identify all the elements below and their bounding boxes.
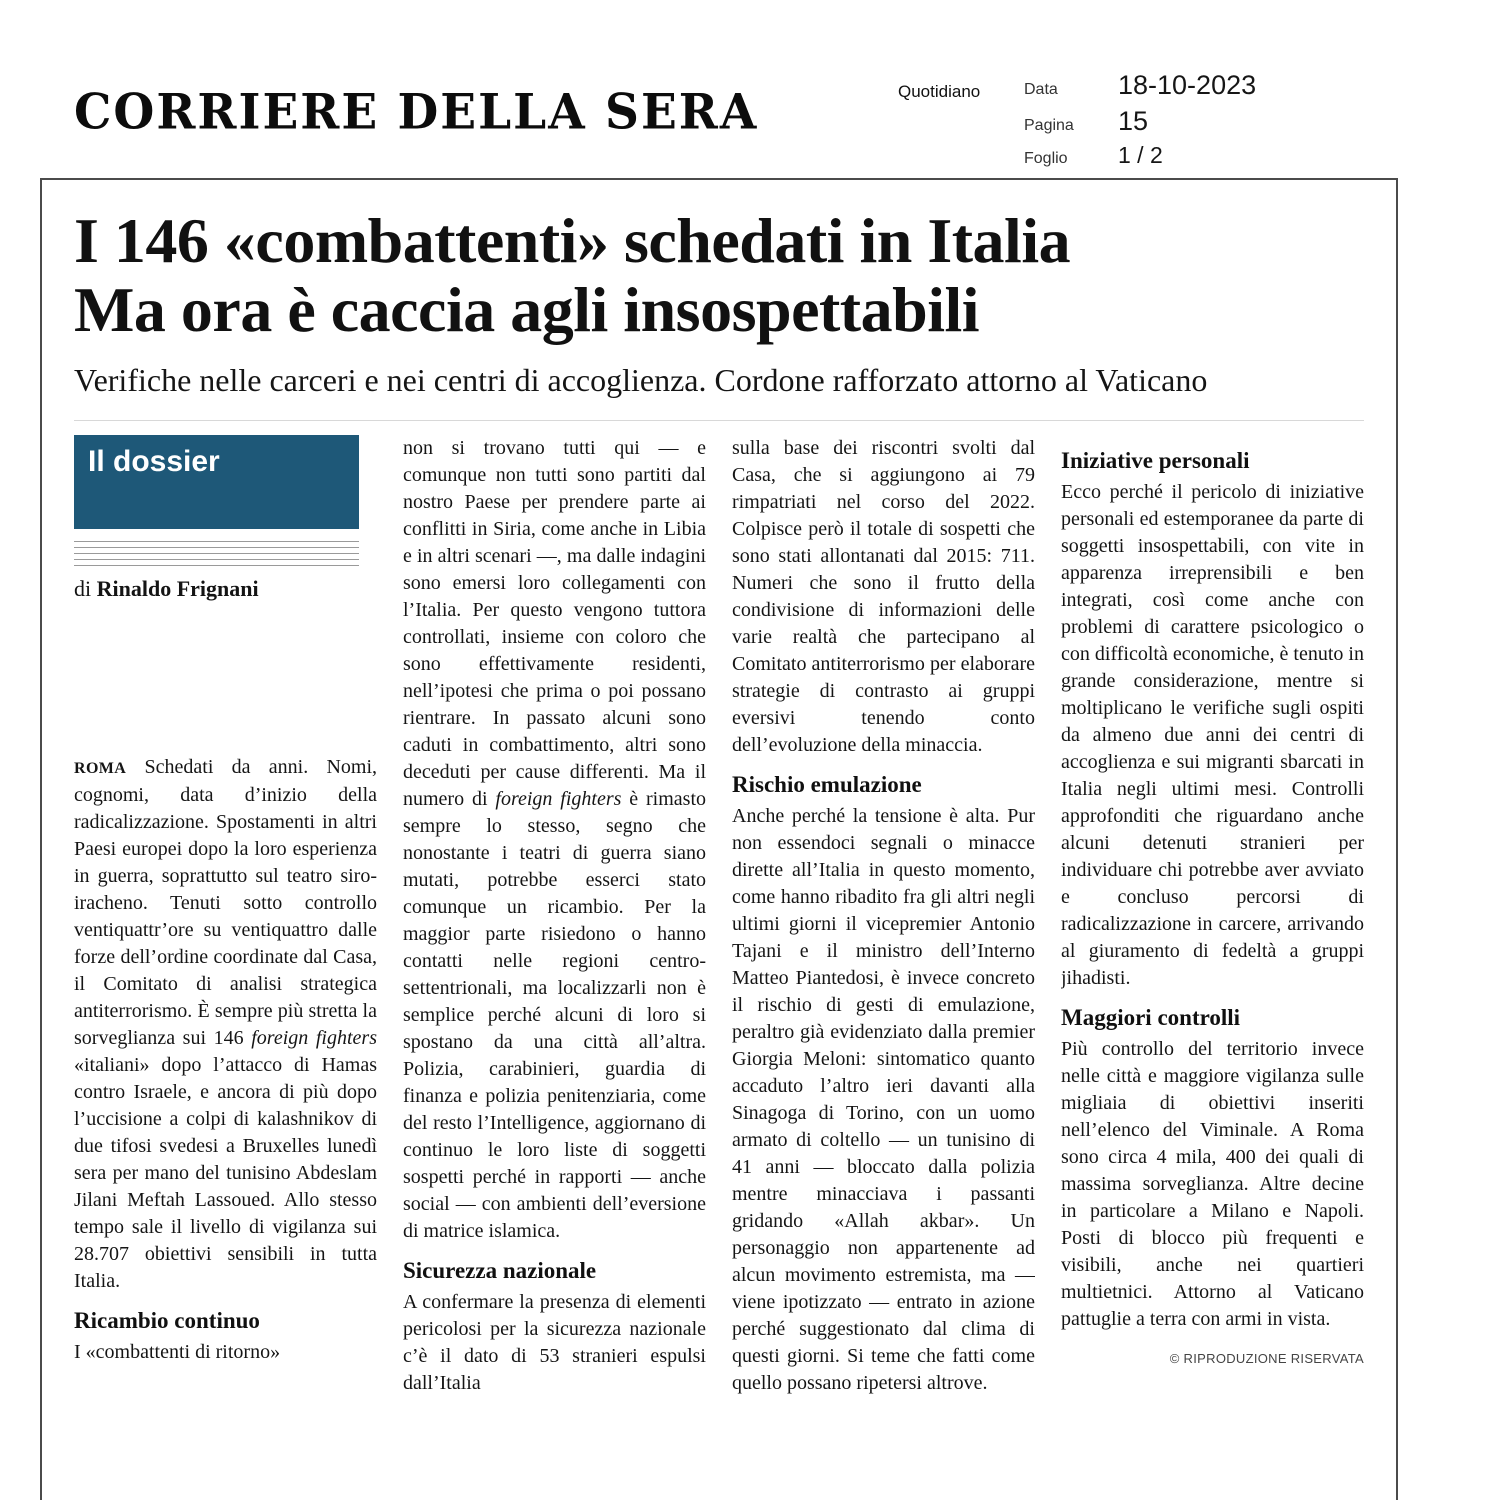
paragraph: Più controllo del territorio invece nelle città e maggiore vigilanza sulle migliaia di obiettivi inseriti nell’elenco del Viminale. A Roma sono circa 4 mila, 400 dei quali di massima sorveglianza. Altre decine in particolare a Milano e Napoli. Posti di blocco più frequenti e visibili, anche nei quartieri multietnici. Attorno al Vaticano pattuglie a terra con armi in vista. — [1061, 1038, 1364, 1331]
column-3-text — [732, 435, 1035, 1397]
paragraph: non si trovano tutti qui — e comunque non tutti sono partiti dal nostro Paese per prendere parte ai conflitti in Siria, come anche in Libia e in altri scenari —, ma dalle indagini sono emersi loro collegamenti con l’Italia. Per questo vengono tuttora controllati, insieme con coloro che sono effettivamente residenti, nell’ipotesi che prima o poi possano rientrare. In passato alcuni sono caduti in combattimento, altri sono deceduti per cause differenti. Ma il numero di foreign fighters è rimasto sempre lo stesso, segno che nonostante i teatri di guerra siano mutati, potrebbe esserci stato comunque un ricambio. Per la maggior parte risiedono o hanno contatti nelle regioni centro-settentrionali, ma localizzarli non è semplice perché alcuni di loro si spostano da una città all’altra. Polizia, carabinieri, guardia di finanza e polizia penitenziaria, come del resto l’Intelligence, aggiornano di continuo le loro liste di soggetti sospetti perché in rapporti — anche social — con ambienti dell’eversione di matrice islamica. — [403, 437, 706, 1243]
article-column-4 — [1061, 435, 1364, 1480]
publication-meta — [898, 70, 1358, 180]
page-label: Pagina — [1024, 117, 1074, 134]
article-column-3 — [732, 435, 1035, 1480]
column-1-text — [74, 754, 377, 1366]
sheet-label: Foglio — [1024, 150, 1068, 167]
section-subhead: Iniziative personali — [1061, 448, 1250, 474]
headline — [74, 206, 1364, 344]
meta-row-page — [1024, 106, 1256, 142]
byline-prefix: di — [74, 576, 92, 602]
page-value: 15 — [1118, 106, 1149, 136]
article-column-2 — [403, 435, 706, 1480]
paragraph: ROMA Schedati da anni. Nomi, cognomi, data d’inizio della radicalizzazione. Spostamenti in altri Paesi europei dopo la loro esperienza in guerra, soprattutto sul teatro siro-iracheno. Tenuti sotto controllo ventiquattr’ore su ventiquattro dalle forze dell’ordine coordinate dal Casa, il Comitato di analisi strategica antiterrorismo. È sempre più stretta la sorveglianza sui 146 foreign fighters «italiani» dopo l’attacco di Hamas contro Israele, e ancora di più dopo l’uccisione a colpi di kalashnikov di due tifosi svedesi a Bruxelles lunedì sera per mano del tunisino Abdeslam Jilani Meftah Lassoued. Allo stesso tempo sale il livello di vigilanza sui 28.707 obiettivi sensibili in tutta Italia. — [74, 756, 377, 1293]
column-2-text — [403, 435, 706, 1397]
column-1-spacer — [74, 602, 377, 754]
headline-line-2: Ma ora è caccia agli insospettabili — [74, 274, 980, 346]
date-value: 18-10-2023 — [1118, 70, 1257, 100]
article-column-1 — [74, 435, 377, 1480]
masthead-logo: CORRIERE DELLA SERA — [74, 84, 759, 142]
byline-name: Rinaldo Frignani — [96, 576, 259, 602]
section-subhead: Sicurezza nazionale — [403, 1258, 597, 1284]
decorative-rules — [74, 541, 359, 566]
section-subhead: Rischio emulazione — [732, 772, 922, 798]
article-box — [40, 178, 1398, 1500]
meta-row-sheet — [1024, 142, 1256, 178]
subhead: Verifiche nelle carceri e nei centri di accoglienza. Cordone rafforzato attorno al Vaticano — [74, 362, 1208, 399]
article-columns — [74, 420, 1364, 1480]
kicker-box — [74, 435, 359, 529]
paragraph: sulla base dei riscontri svolti dal Casa, che si aggiungono ai 79 rimpatriati nel corso del 2022. Colpisce però il totale di sospetti che sono stati allontanati dal 2015: 711. Numeri che sono il frutto della condivisione di informazioni delle varie realtà che partecipano al Comitato antiterrorismo per elaborare strategie di contrasto ai gruppi eversivi tenendo conto dell’evoluzione della minaccia. — [732, 437, 1035, 757]
publication-type-label: Quotidiano — [898, 82, 981, 101]
copyright-notice: © RIPRODUZIONE RISERVATA — [1169, 1351, 1364, 1367]
paragraph: I «combattenti di ritorno» — [74, 1341, 281, 1364]
byline — [74, 576, 377, 602]
paragraph: Anche perché la tensione è alta. Pur non essendoci segnali o minacce dirette all’Italia in questo momento, come hanno ribadito fra gli altri negli ultimi giorni il vicepremier Antonio Tajani e il ministro dell’Interno Matteo Piantedosi, è invece concreto il rischio di gesti di emulazione, peraltro già evidenziato dalla premier Giorgia Meloni: sintomatico quanto accaduto l’altro ieri davanti alla Sinagoga di Torino, con un uomo armato di coltello — un tunisino di 41 anni — bloccato dalla polizia mentre minacciava i passanti gridando «Allah akbar». Un personaggio non appartenente ad alcun movimento estremista, ma — viene ipotizzato — entrato in azione perché suggestionato dal clima di questi giorni. Si teme che fatti come quello possano ripetersi altrove. — [732, 805, 1035, 1395]
paragraph: Ecco perché il pericolo di iniziative personali ed estemporanee da parte di soggetti insospettabili, con vite in apparenza irreprensibili e ben integrati, così come anche con problemi di carattere psicologico o con difficoltà economiche, è tenuto in grande considerazione, mentre si moltiplicano le verifiche sugli ospiti da almeno due anni dei centri di accoglienza e sui migranti sbarcati in Italia negli ultimi mesi. Controlli approfonditi che riguardano anche alcuni detenuti stranieri per individuare chi potrebbe aver avviato e concluso percorsi di radicalizzazione in carcere, arrivando al giuramento di fedeltà a gruppi jihadisti. — [1061, 481, 1364, 990]
section-subhead: Ricambio continuo — [74, 1308, 260, 1334]
sheet-value: 1 / 2 — [1118, 142, 1163, 168]
column-4-text — [1061, 448, 1364, 1366]
publication-meta-grid — [1024, 70, 1256, 178]
headline-line-1: I 146 «combattenti» schedati in Italia — [74, 205, 1071, 276]
kicker-label: Il dossier — [88, 445, 220, 479]
date-label: Data — [1024, 81, 1058, 98]
meta-row-date — [1024, 70, 1256, 106]
dateline: ROMA — [74, 760, 127, 778]
section-subhead: Maggiori controlli — [1061, 1005, 1241, 1031]
paragraph: A confermare la presenza di elementi pericolosi per la sicurezza nazionale c’è il dato di 53 stranieri espulsi dall’Italia — [403, 1291, 706, 1395]
